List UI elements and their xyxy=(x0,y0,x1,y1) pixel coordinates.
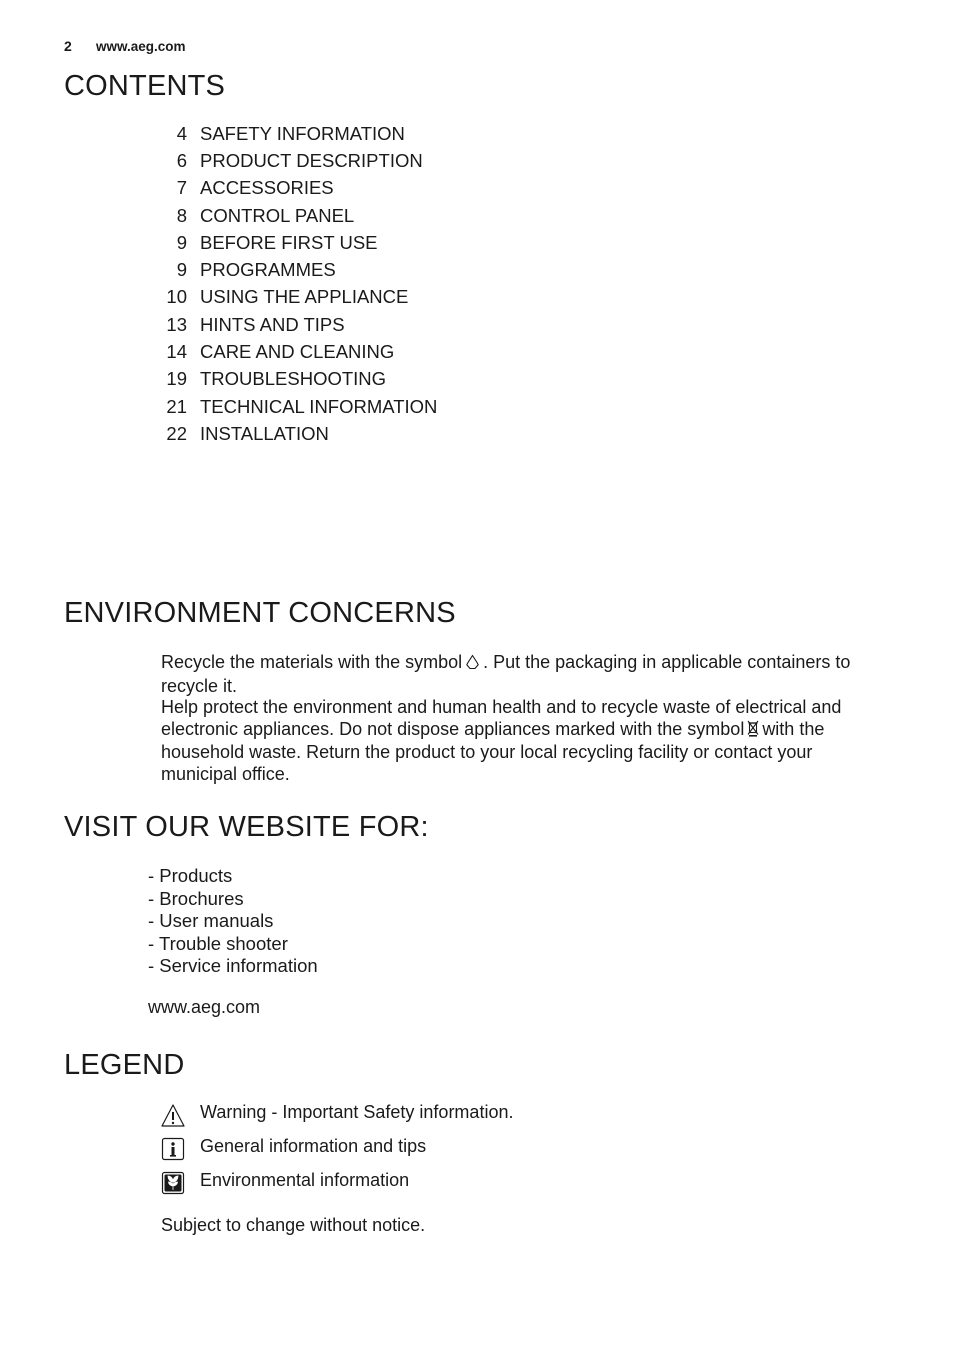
page-number: 2 xyxy=(64,38,72,54)
toc-label: PRODUCT DESCRIPTION xyxy=(200,149,423,171)
legend-item xyxy=(160,1170,513,1204)
list-item: - Trouble shooter xyxy=(148,932,288,954)
legend-item xyxy=(160,1102,513,1136)
toc-page: 19 xyxy=(166,368,187,390)
toc-label: USING THE APPLIANCE xyxy=(200,286,409,308)
toc-label: BEFORE FIRST USE xyxy=(200,231,378,253)
environment-paragraph-1: Recycle the materials with the symbol . Put the packaging in applicable containers to recycle it. xyxy=(161,652,851,696)
toc-label: SAFETY INFORMATION xyxy=(200,122,405,144)
environment-title: ENVIRONMENT CONCERNS xyxy=(64,597,456,629)
toc-item[interactable] xyxy=(150,202,437,229)
toc-item[interactable] xyxy=(150,256,437,283)
toc-item[interactable] xyxy=(150,311,437,338)
toc-page: 6 xyxy=(176,149,187,171)
legend-title: LEGEND xyxy=(64,1049,185,1081)
toc-item[interactable] xyxy=(150,420,437,447)
toc-page: 22 xyxy=(166,422,187,444)
website-url-link[interactable]: www.aeg.com xyxy=(148,997,261,1017)
toc-page: 14 xyxy=(166,341,187,363)
recycle-icon xyxy=(465,654,480,676)
toc-page: 13 xyxy=(166,313,187,335)
toc-page: 10 xyxy=(166,286,187,308)
toc-label: PROGRAMMES xyxy=(200,259,336,281)
list-item: - Products xyxy=(148,865,233,886)
toc-page: 4 xyxy=(176,122,187,144)
environment-icon xyxy=(160,1170,200,1198)
toc-item[interactable] xyxy=(150,393,437,420)
contents-title: CONTENTS xyxy=(64,70,226,102)
toc-item[interactable] xyxy=(150,175,437,202)
header-url[interactable]: www.aeg.com xyxy=(96,39,186,54)
toc-page: 7 xyxy=(176,177,187,199)
legend-text: Environmental information xyxy=(200,1170,410,1190)
legend-list xyxy=(160,1102,513,1204)
toc-item[interactable] xyxy=(150,229,437,256)
change-notice: Subject to change without notice. xyxy=(161,1215,426,1235)
toc-label: ACCESSORIES xyxy=(200,177,334,199)
info-icon xyxy=(160,1136,200,1164)
toc-item[interactable] xyxy=(150,366,437,393)
page-header xyxy=(64,38,186,54)
website-list xyxy=(148,865,318,978)
toc-label: TROUBLESHOOTING xyxy=(200,368,387,390)
toc-item[interactable] xyxy=(150,147,437,174)
toc-label: INSTALLATION xyxy=(200,422,329,444)
list-item: - Brochures xyxy=(148,887,244,909)
environment-paragraph-2: Help protect the environment and human health and to recycle waste of electrical and electronic appliances. Do not dispose appliances marked with the symbol with the household waste. Return the product to your local recycling facility or contact your municipal office. xyxy=(161,697,842,784)
toc-item[interactable] xyxy=(150,120,437,147)
toc-item[interactable] xyxy=(150,284,437,311)
toc-page: 9 xyxy=(176,231,187,253)
toc-page: 21 xyxy=(166,395,187,417)
toc-page: 9 xyxy=(176,259,187,281)
website-title: VISIT OUR WEBSITE FOR: xyxy=(64,811,429,843)
crossed-bin-icon xyxy=(747,720,759,743)
toc-item[interactable] xyxy=(150,338,437,365)
toc-label: HINTS AND TIPS xyxy=(200,313,345,335)
warning-icon xyxy=(160,1102,200,1130)
table-of-contents xyxy=(150,120,437,448)
environment-text xyxy=(161,652,891,785)
list-item: - Service information xyxy=(148,955,318,977)
list-item: - User manuals xyxy=(148,910,274,932)
legend-item xyxy=(160,1136,513,1170)
toc-label: CONTROL PANEL xyxy=(200,204,355,226)
toc-page: 8 xyxy=(176,204,187,226)
toc-label: CARE AND CLEANING xyxy=(200,341,395,363)
legend-text: Warning - Important Safety information. xyxy=(200,1102,514,1122)
legend-text: General information and tips xyxy=(200,1136,427,1156)
toc-label: TECHNICAL INFORMATION xyxy=(200,395,438,417)
